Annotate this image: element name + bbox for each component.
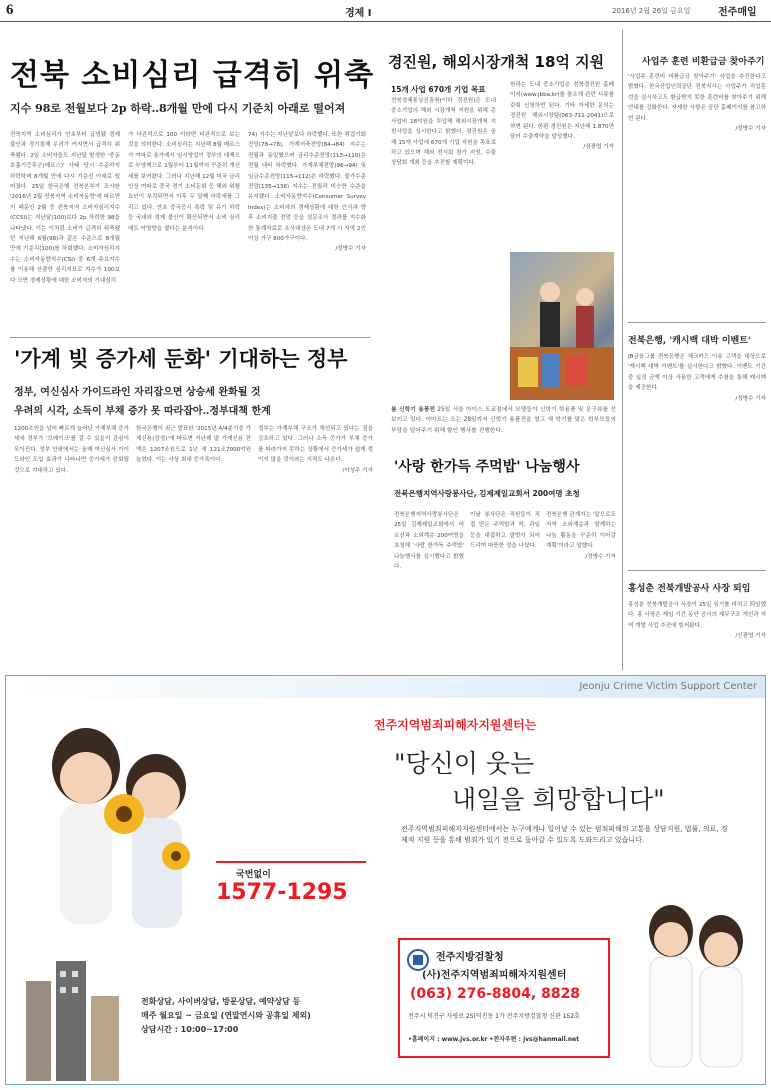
rt-col-2 (510, 80, 614, 250)
ad-address: 전주시 덕진구 사평로 25(덕진동 1가 전주지방검찰청 신관 152호 (408, 1013, 580, 1020)
mid-col-2: 한국은행이 최근 발표한 '2015년 4/4분기중 가계신용(잠정)'에 따르면 지난해 말 가계신용 잔액은 1207조원으로 1년 새 121조7000억원 늘었다. 이는 사상 최대 증가폭이다. (136, 426, 251, 464)
rt-headline: 경진원, 해외시장개척 18억 지원 (388, 53, 605, 71)
mid-sub2: 우려의 시각, 소득이 부채 증가 못 따라잡아‥정부대책 한계 (14, 406, 271, 417)
rt-col-2-text: 원하는 도내 중소기업은 전북경진원 홈페이지(www.jbba.kr)를 참조해 관련 서류를 갖춰 신청하면 된다. 기타 자세한 문의는 경진원 해외시장팀(063-711-2041)으로 하면 된다. 한편 경진원은 지난해 1,870만달러 수출계약을 달성했다. (510, 82, 614, 141)
mid-col-3 (258, 424, 373, 666)
r2-text: JB금융그룹 전북은행은 체크카드 이용 고객을 대상으로 '캐시백 대박 이벤트'를 실시한다고 밝혔다. 이벤트 기간 중 일정 금액 이상 사용한 고객에게 추첨을 통해 캐시백을 제공한다. (628, 354, 766, 392)
r1-text: '사업주 훈련비 미환급금 찾아주기' 사업을 추진한다고 밝혔다. 한국산업인력공단 전북지사는 사업주가 직업훈련을 실시하고도 환급받지 못한 훈련비를 찾아주기 위해 안내를 강화한다. 자세한 사항은 공단 홈페이지를 참고하면 된다. (628, 74, 766, 122)
page-number: 6 (6, 2, 14, 18)
ad-slogan-2: 내일을 희망합니다" (452, 785, 665, 814)
rt2-subhead: 전북은행지역사랑봉사단, 김제제일교회서 200여명 초청 (394, 489, 580, 498)
r2-headline: 전북은행, '캐시백 대박 이벤트' (628, 336, 751, 346)
crime-victim-ad (5, 675, 766, 1085)
ad-box-line-1: 전주지방검찰청 (436, 952, 504, 963)
r2-body (628, 352, 766, 567)
main-col-3-text: 74) 지수는 지난달보다 하락했다. 또한 취업기회전망(78→78), 가계저축전망(84→84) 지수는 전월과 동일했으며 금리수준전망(113→110)은 전월 대비 하락했다. 가계부채전망(96→94) 및 임금수준전망(115→112)은 하락했다. 물가수준전망(135→136) 지수는 전월과 비슷한 수준을 유지했다. 소비자동향지수(Consumer Survey Index)는 소비자의 경제상황에 대한 인식과 향후 소비지출 전망 등을 설문조사 결과를 지수화한 통계자료로 조사대상은 도내 7개 시 지역 2인 이상 가구 800가구이다. (248, 132, 366, 243)
ad-top-band (6, 676, 765, 698)
stationery-photo-icon (510, 252, 614, 400)
mid-headline: '가계 빚 증가세 둔화' 기대하는 정부 (14, 346, 348, 371)
r1-headline: 사업주 훈련 비환급금 찾아주기 (642, 57, 765, 67)
ad-hotline-box (216, 861, 366, 919)
page-header (0, 0, 771, 22)
r1-body (628, 72, 766, 312)
section-title: 경제 Ⅰ (345, 8, 372, 19)
main-byline: /정병수 기자 (335, 246, 366, 253)
photo-caption-title: 봄 신학기 용품전 (391, 407, 436, 413)
rt2-col-1: 전북은행지역사랑봉사단은 25일 김제제일교회에서 어르신과 소외계층 200여명을 초청해 '사랑 한가득 주먹밥' 나눔행사를 실시했다고 밝혔다. (394, 512, 464, 571)
ad-contact-box (398, 938, 610, 1058)
main-col-1: 전북지역 소비심리가 연초부터 급냉됐 경제 불안과 경기침체 우려가 커지면서 급격히 위축됐다. 2일 소비자들도 지난달 발생한 '중동호흡기증후군(메르스)' 사태 당시 수준까지 하락하며 8개월 만에 다시 기준선 아래로 떨어졌다. 25일 한국은행 전북본부가 조사한 '2016년 2월 전북지역 소비자동향'에 따르면 이 때문인 2월 중 전북지역 소비자심리지수(CCSI)는 지난달(100)보다 2p 하락한 98을 나타냈다. 이는 이처럼 소비가 급격히 위축됐던 지난해 6월(98)과 같은 수준으로 8개월 만에 기준치(100)를 하회했다. 소비자심리지수는 소비자동향지수(CSI) 중 6개 주요지수를 이용해 산출한 심리지표로 지수가 100보다 크면 경제상황에 대한 소비자의 기대심리 (10, 132, 120, 284)
news-photo (510, 252, 614, 400)
rt-col-1: 전북경제통상진흥원(이하 경진원)은 도내 중소기업의 해외 시장개척 지원을 위해 총사업비 18억원을 투입해 해외시장개척 지원사업을 실시한다고 밝혔다. 경진원은 올해 15개 사업에 670개 기업 지원을 목표로 하고 있으며 해외 전시회 참가 지원, 수출 상담회 개최 등을 추진할 계획이다. (391, 98, 496, 167)
ad-slogan-1: "당신이 웃는 (394, 749, 535, 778)
ad-hotline: 1577-1295 (216, 880, 348, 905)
mid-sub1: 정부, 여신심사 가이드라인 자리잡으면 상승세 완화될 것 (14, 387, 261, 398)
paper-name: 전주매일 (718, 7, 757, 18)
mid-col-3-text: 정부는 가계부채 구조가 개선되고 있다는 점을 강조하고 있다. 그러나 소득 증가가 부채 증가를 따라가지 못하는 상황에서 증가세가 쉽게 꺾이지 않을 것이라는 지적도 나온다. (258, 426, 373, 464)
main-col-3 (248, 130, 366, 332)
ad-desc: 전주지역범죄피해자지원센터에서는 누구에게나 일어날 수 있는 범죄피해의 고통을 상담지원, 법률, 의료, 경제적 지원 등을 통해 범죄가 있기 전으로 돌아갈 수 있도록 도와드리고 있습니다. (401, 825, 728, 844)
r3-body (628, 600, 766, 668)
ad-hours-1: 매주 월요일 ~ 금요일 (연말연시와 공휴일 제외) (141, 1011, 311, 1020)
ad-box-line-2: (사)전주지역범죄피해자지원센터 (422, 970, 567, 981)
rt2-headline: '사랑 한가득 주먹밥' 나눔행사 (394, 459, 580, 475)
ad-web: •홈페이지 : www.jvs.or.kr •전자우편 : jvs@hanmail.net (408, 1036, 580, 1043)
r3-byline: /신광엽 기자 (735, 633, 766, 640)
rt2-col-3-text: 전북은행 관계자는 '앞으로도 지역 소외계층과 함께하는 나눔 활동을 꾸준히 이어갈 계획'이라고 말했다. (546, 512, 616, 550)
ad-org-line: 전주지역범죄피해자지원센터는 (374, 718, 537, 732)
r3-text: 홍성춘 전북개발공사 사장이 25일 임기를 마치고 퇴임했다. 홍 사장은 재임 기간 동안 공사의 재무구조 개선과 지역 개발 사업 추진에 힘써왔다. (628, 602, 766, 629)
mid-col-1: 1200조원을 넘어 빠르게 늘어난 가계부채 증가세에 정부가 '브레이크'를 걸 수 있을지 관심이 모아진다. 정부 안팎에서는 올해 여신심사 가이드라인 도입 효과가 나타나면 증가세가 완화될 것으로 기대하고 있다. (14, 426, 129, 474)
ad-hotline-label: 국번없이 (236, 870, 271, 880)
photo-caption-text: 25일 서울 아이스 도쿄점에서 모델들이 신학기 학용품 및 문구류를 선보이고 있다. 이마트는 오는 28일까지 신학기 용품전을 열고 새 학기를 맞은 학부모들의 부담을 덜어주기 위해 할인 행사를 진행한다. (391, 407, 616, 434)
mid-byline: /이성주 기자 (342, 467, 373, 474)
rt2-col-2: 이날 봉사단은 직원들이 직접 만든 주먹밥과 떡, 과일 등을 대접하고 말벗이 되어 드리며 따뜻한 정을 나눴다. (470, 512, 540, 550)
r3-headline: 홍성춘 전북개발공사 사장 퇴임 (628, 584, 751, 594)
ad-services: 전화상담, 사이버상담, 방문상담, 예약상담 등 (141, 997, 301, 1006)
main-col-2: 가 낙관적으로 100 이하면 비관적으로 보는 것을 의미한다. 소비심리는 지난해 8월 메르스가 여파로 용가에서 임시영업이 정부의 대책으로 부양책으로 1월부터 11월까지 꾸준히 개선세를 보여왔다. 그러나 지난해 12월 미국 금리인상 여파로 중국 경기 소비둔화 등 해외 위험요인이 부각되면서 이후 두 달째 하락세를 그리고 있다. 연초 중국증시 폭락 및 유가 하락 등 국내외 경제 불안이 확산되면서 소비 심리에도 악영향을 줬다는 분석이다. (128, 132, 240, 232)
ad-hours-2: 상담시간 : 10:00~17:00 (141, 1025, 239, 1034)
rt2-byline: /정병수 기자 (585, 553, 616, 560)
r2-byline: /정병수 기자 (735, 395, 766, 402)
ad-family-photo-icon (626, 891, 761, 1076)
rt2-col-3 (546, 510, 616, 660)
ad-city-illustration-icon (16, 951, 136, 1081)
photo-caption (391, 405, 616, 449)
rt-byline: /심광엽 기자 (583, 144, 614, 151)
r1-byline: /정병수 기자 (735, 126, 766, 133)
main-subhead: 지수 98로 전월보다 2p 하락‥8개월 만에 다시 기준치 아래로 떨어져 (10, 102, 346, 115)
ad-org-en: Jeonju Crime Victim Support Center (579, 681, 757, 692)
issue-date: 2016년 2월 26일 금요일 (612, 7, 691, 15)
ad-children-photo-icon (16, 706, 216, 936)
ad-phone: (063) 276-8804, 8828 (410, 986, 581, 1002)
main-headline: 전북 소비심리 급격히 위축 (10, 58, 375, 93)
rt-subhead: 15개 사업 670개 기업 목표 (391, 85, 486, 94)
